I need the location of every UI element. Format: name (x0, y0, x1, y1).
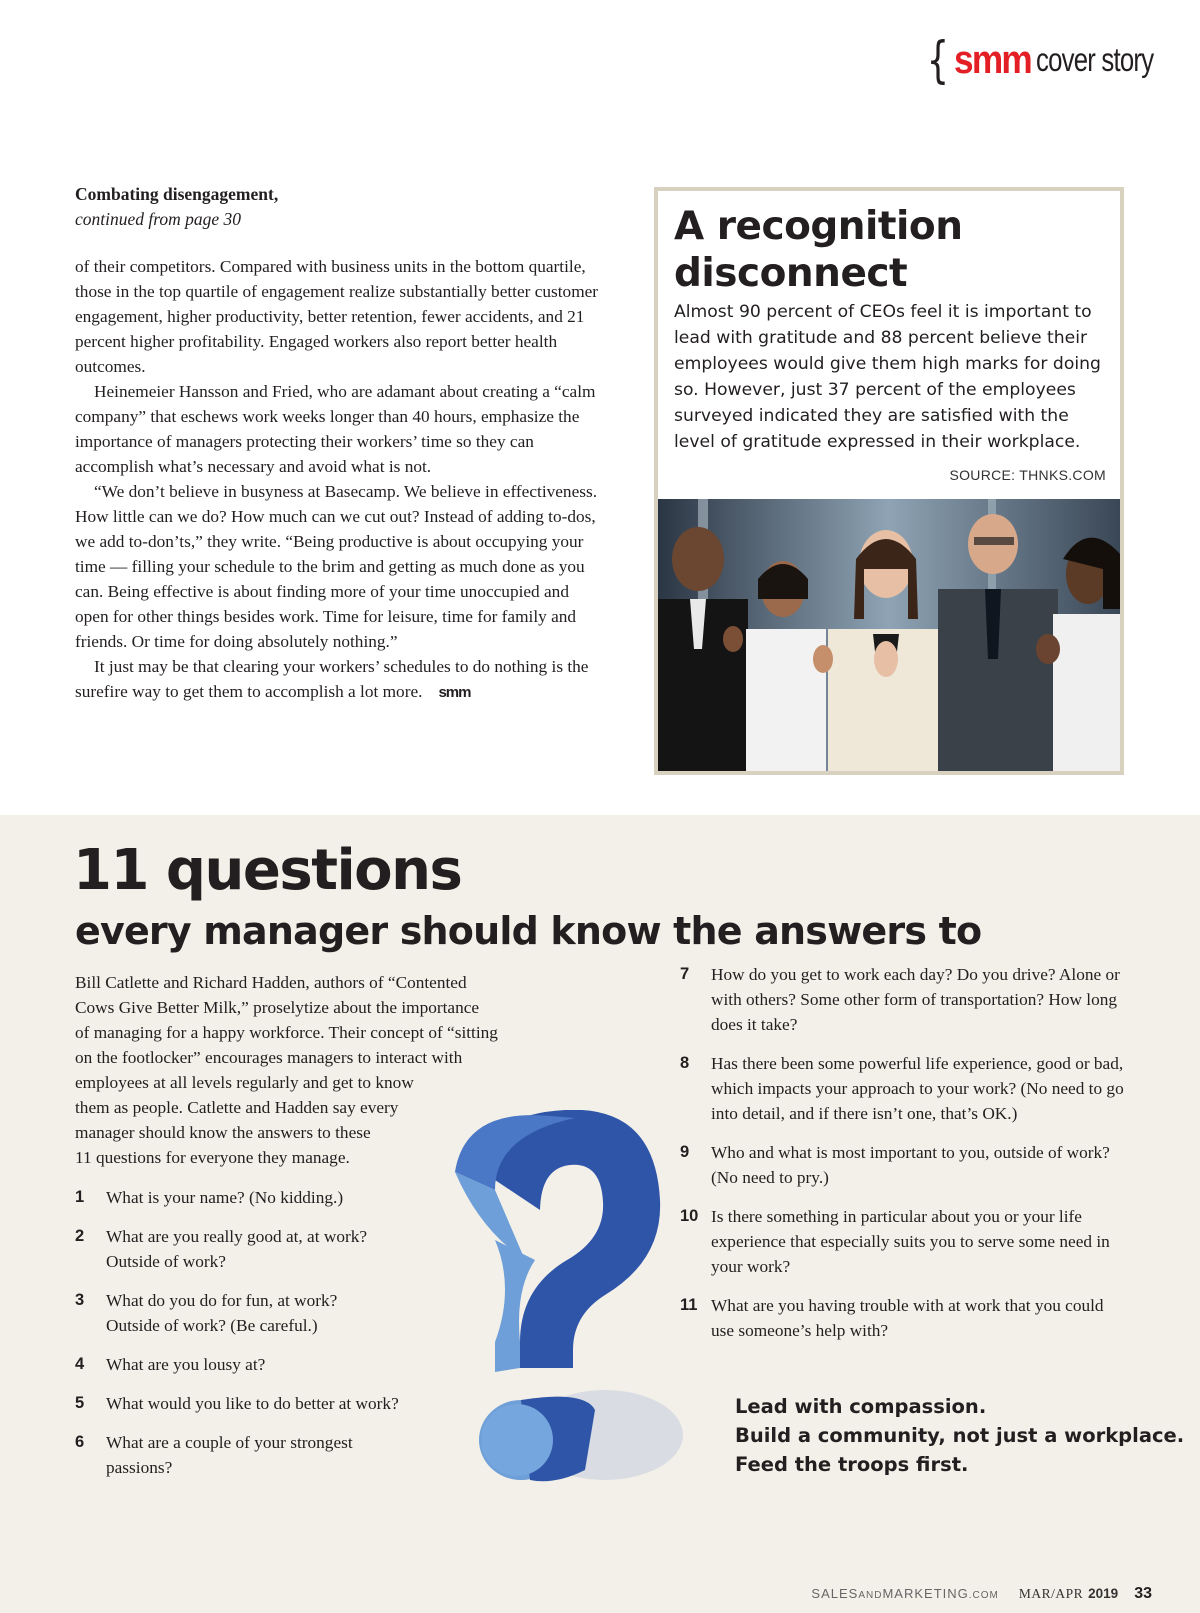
intro-line: Cows Give Better Milk,” proselytize about the importance (75, 998, 480, 1017)
question-item (680, 1293, 1125, 1343)
footer-site (811, 1586, 998, 1601)
sidebar-source: SOURCE: THNKS.COM (949, 467, 1106, 483)
question-number: 10 (680, 1207, 699, 1225)
question-number: 6 (75, 1433, 85, 1451)
site-com: .COM (968, 1590, 999, 1601)
motto-line: Build a community, not just a workplace. (735, 1424, 1185, 1447)
question-text: Who and what is most important to you, outside of work? (No need to pry.) (711, 1143, 1110, 1187)
footer-year: 2019 (1088, 1586, 1119, 1601)
site-part: MARKETING (882, 1586, 969, 1601)
motto-line: Feed the troops first. (735, 1453, 969, 1476)
question-number: 9 (680, 1143, 690, 1161)
question-item (680, 1140, 1125, 1190)
question-text: Has there been some powerful life experience, good or bad, which impacts your approach to your work? (No need to go into detail, and if there isn’t one, that’s OK.) (711, 1054, 1124, 1123)
question-item (75, 1352, 465, 1377)
question-item (680, 1204, 1125, 1279)
sidebar-box (654, 187, 1124, 775)
question-number: 11 (680, 1296, 698, 1314)
question-list-right (680, 962, 1125, 1357)
question-number: 1 (75, 1188, 85, 1206)
article-paragraph: “We don’t believe in busyness at Basecamp. We believe in effectiveness. How little can we do? How much can we cut out? Instead of adding to-dos, we add to-don’ts,” they write. “Being productive is about occupying your time — filling your schedule to the brim and getting as much done as you can. Being effective is about finding more of your time unoccupied and open for other things besides work. Time for leisure, time for family and friends. Or time for doing absolutely nothing.” (75, 482, 598, 651)
intro-line: on the footlocker” encourages managers to interact with (75, 1048, 463, 1067)
article-paragraph: Heinemeier Hansson and Fried, who are adamant about creating a “calm company” that eschews work weeks longer than 40 hours, emphasize the importance of managers protecting their workers’ time so they can accomplish what’s necessary and avoid what is not. (75, 382, 596, 476)
article-continuation (75, 182, 600, 705)
question-text: What do you do for fun, at work? Outside of work? (Be careful.) (106, 1291, 338, 1335)
question-item (680, 1051, 1125, 1126)
question-text: What is your name? (No kidding.) (106, 1188, 344, 1207)
sidebar-title: A recognition disconnect (674, 204, 963, 296)
question-item (75, 1391, 465, 1416)
page-footer (811, 1585, 1152, 1603)
question-item (75, 1288, 465, 1338)
question-item (680, 962, 1125, 1037)
question-number: 5 (75, 1394, 85, 1412)
site-part: SALES (811, 1586, 859, 1601)
motto-callout (735, 1392, 1184, 1479)
question-number: 7 (680, 965, 690, 983)
article-paragraph: of their competitors. Compared with business units in the bottom quartile, those in the top quartile of engagement realize substantially better customer engagement, higher productivity, better retention, fewer accidents, and 21 percent higher profitability. Engaged workers also report better health outcomes. (75, 257, 599, 376)
question-mark-illustration (455, 1110, 685, 1490)
question-number: 8 (680, 1054, 690, 1072)
section-logo (922, 31, 1156, 89)
brand-section: cover story (1036, 41, 1154, 78)
article-paragraph-last (75, 654, 600, 705)
continued-from: continued from page 30 (75, 209, 242, 229)
intro-line: employees at all levels regularly and get to know (75, 1073, 414, 1092)
question-text: What are you really good at, at work? Outside of work? (106, 1227, 368, 1271)
question-text: What are you having trouble with at work that you could use someone’s help with? (711, 1296, 1104, 1340)
question-item (75, 1224, 465, 1274)
question-text: What are a couple of your strongest passions? (106, 1433, 353, 1477)
end-mark: smm (438, 684, 471, 701)
question-text: What would you like to do better at work? (106, 1394, 399, 1413)
footer-issue: MAR/APR (1018, 1586, 1084, 1601)
intro-line: them as people. Catlette and Hadden say every (75, 1098, 399, 1117)
intro-line: manager should know the answers to these (75, 1123, 371, 1142)
intro-line: Bill Catlette and Richard Hadden, authors of “Contented (75, 973, 467, 992)
question-number: 2 (75, 1227, 85, 1245)
page-number: 33 (1134, 1585, 1152, 1602)
team-applause-photo (658, 499, 1120, 771)
question-number: 4 (75, 1355, 85, 1373)
questions-title: 11 questions (73, 838, 462, 903)
photo-illustration (658, 499, 1120, 771)
intro-line: of managing for a happy workforce. Their concept of “sitting (75, 1023, 498, 1042)
intro-line: 11 questions for everyone they manage. (75, 1148, 350, 1167)
brand-smm: smm (953, 37, 1031, 82)
question-item (75, 1430, 465, 1480)
question-text: Is there something in particular about you or your life experience that especially suits you to serve some need in your work? (711, 1207, 1110, 1276)
question-number: 3 (75, 1291, 85, 1309)
sidebar-body: Almost 90 percent of CEOs feel it is important to lead with gratitude and 88 percent believe their employees would give them high marks for doing so. However, just 37 percent of the employees surveyed indicated they are satisfied with the level of gratitude expressed in their workplace. (674, 302, 1101, 452)
question-text: How do you get to work each day? Do you drive? Alone or with others? Some other form of transportation? How long does it take? (711, 965, 1120, 1034)
question-text: What are you lousy at? (106, 1355, 266, 1374)
question-item (75, 1185, 465, 1210)
question-list-left (75, 1185, 465, 1494)
site-and: AND (858, 1590, 883, 1601)
brace-icon: { (926, 31, 949, 89)
motto-line: Lead with compassion. (735, 1395, 987, 1418)
questions-subtitle: every manager should know the answers to (75, 909, 982, 953)
article-paragraph-text: It just may be that clearing your workers’ schedules to do nothing is the surefire way to get them to accomplish a lot more. (75, 657, 589, 701)
continued-title: Combating disengagement, (75, 184, 279, 204)
